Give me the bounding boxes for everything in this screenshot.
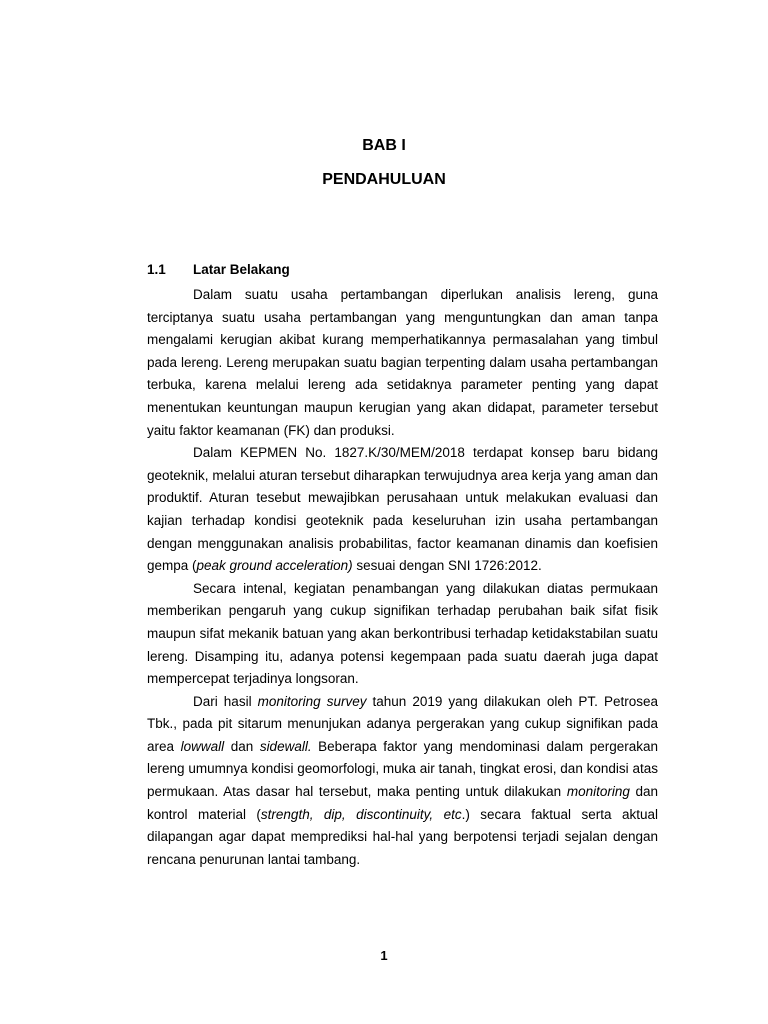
paragraph-text: sesuai dengan SNI 1726:2012.	[352, 558, 542, 574]
paragraph-text: Secara intenal, kegiatan penambangan yang dilakukan diatas permukaan memberikan pengaruh yang cukup signifikan terhadap perubahan baik sifat fisik maupun sifat mekanik batuan yang akan berkontribusi terhadap ketidakstabilan suatu lereng. Disamping itu, adanya potensi kegempaan pada suatu daerah juga dapat mempercepat terjadinya longsoran.	[147, 580, 658, 687]
paragraph-text: Dari hasil	[193, 693, 258, 709]
italic-term: peak ground acceleration)	[196, 558, 353, 574]
body-text	[147, 284, 658, 871]
italic-term: lowwall	[180, 738, 225, 754]
italic-term: sidewall.	[259, 738, 312, 754]
section-number: 1.1	[147, 262, 166, 277]
paragraph-text: dan kontrol material (	[147, 784, 659, 822]
paragraph	[147, 442, 658, 578]
paragraph	[147, 284, 658, 442]
paragraph-text: dan	[224, 738, 260, 754]
italic-term: monitoring survey	[257, 693, 367, 709]
section-title: Latar Belakang	[193, 262, 290, 277]
italic-term: strength, dip, discontinuity, etc	[260, 806, 462, 822]
paragraph	[147, 691, 658, 872]
paragraph-text: .) secara faktual serta aktual dilapangan agar dapat memprediksi hal-hal yang berpotensi terjadi sejalan dengan rencana penurunan lantai tambang.	[147, 806, 658, 867]
paragraph-text: Dalam suatu usaha pertambangan diperlukan analisis lereng, guna terciptanya suatu usaha pertambangan yang menguntungkan dan aman tanpa mengalami kerugian akibat kurang memperhatikannya permasalahan yang timbul pada lereng. Lereng merupakan suatu bagian terpenting dalam usaha pertambangan terbuka, karena melalui lereng ada setidaknya parameter penting yang dapat menentukan keuntungan maupun kerugian yang akan didapat, parameter tersebut yaitu faktor keamanan (FK) dan produksi.	[147, 287, 658, 438]
paragraph-text: Dalam KEPMEN No. 1827.K/30/MEM/2018 terdapat konsep baru bidang geoteknik, melalui aturan tersebut diharapkan terwujudnya area kerja yang aman dan produktif. Aturan tesebut mewajibkan perusahaan untuk melakukan evaluasi dan kajian terhadap kondisi geoteknik pada keseluruhan izin usaha pertambangan dengan menggunakan analisis probabilitas, factor keamanan dinamis dan koefisien gempa (	[147, 445, 658, 574]
page-number: 1	[380, 948, 388, 963]
section-heading	[147, 262, 290, 277]
paragraph-text: tahun 2019 yang dilakukan oleh PT. Petrosea Tbk., pada pit sitarum menunjukan adanya pergerakan yang cukup signifikan pada area	[147, 693, 658, 754]
chapter-number: BAB I	[362, 137, 406, 154]
chapter-title: PENDAHULUAN	[322, 171, 446, 188]
italic-term: monitoring	[566, 784, 630, 800]
paragraph-text: Beberapa faktor yang mendominasi dalam pergerakan lereng umumnya kondisi geomorfologi, muka air tanah, tingkat erosi, dan kondisi atas permukaan. Atas dasar hal tersebut, maka penting untuk dilakukan	[147, 738, 658, 800]
paragraph	[147, 578, 658, 691]
